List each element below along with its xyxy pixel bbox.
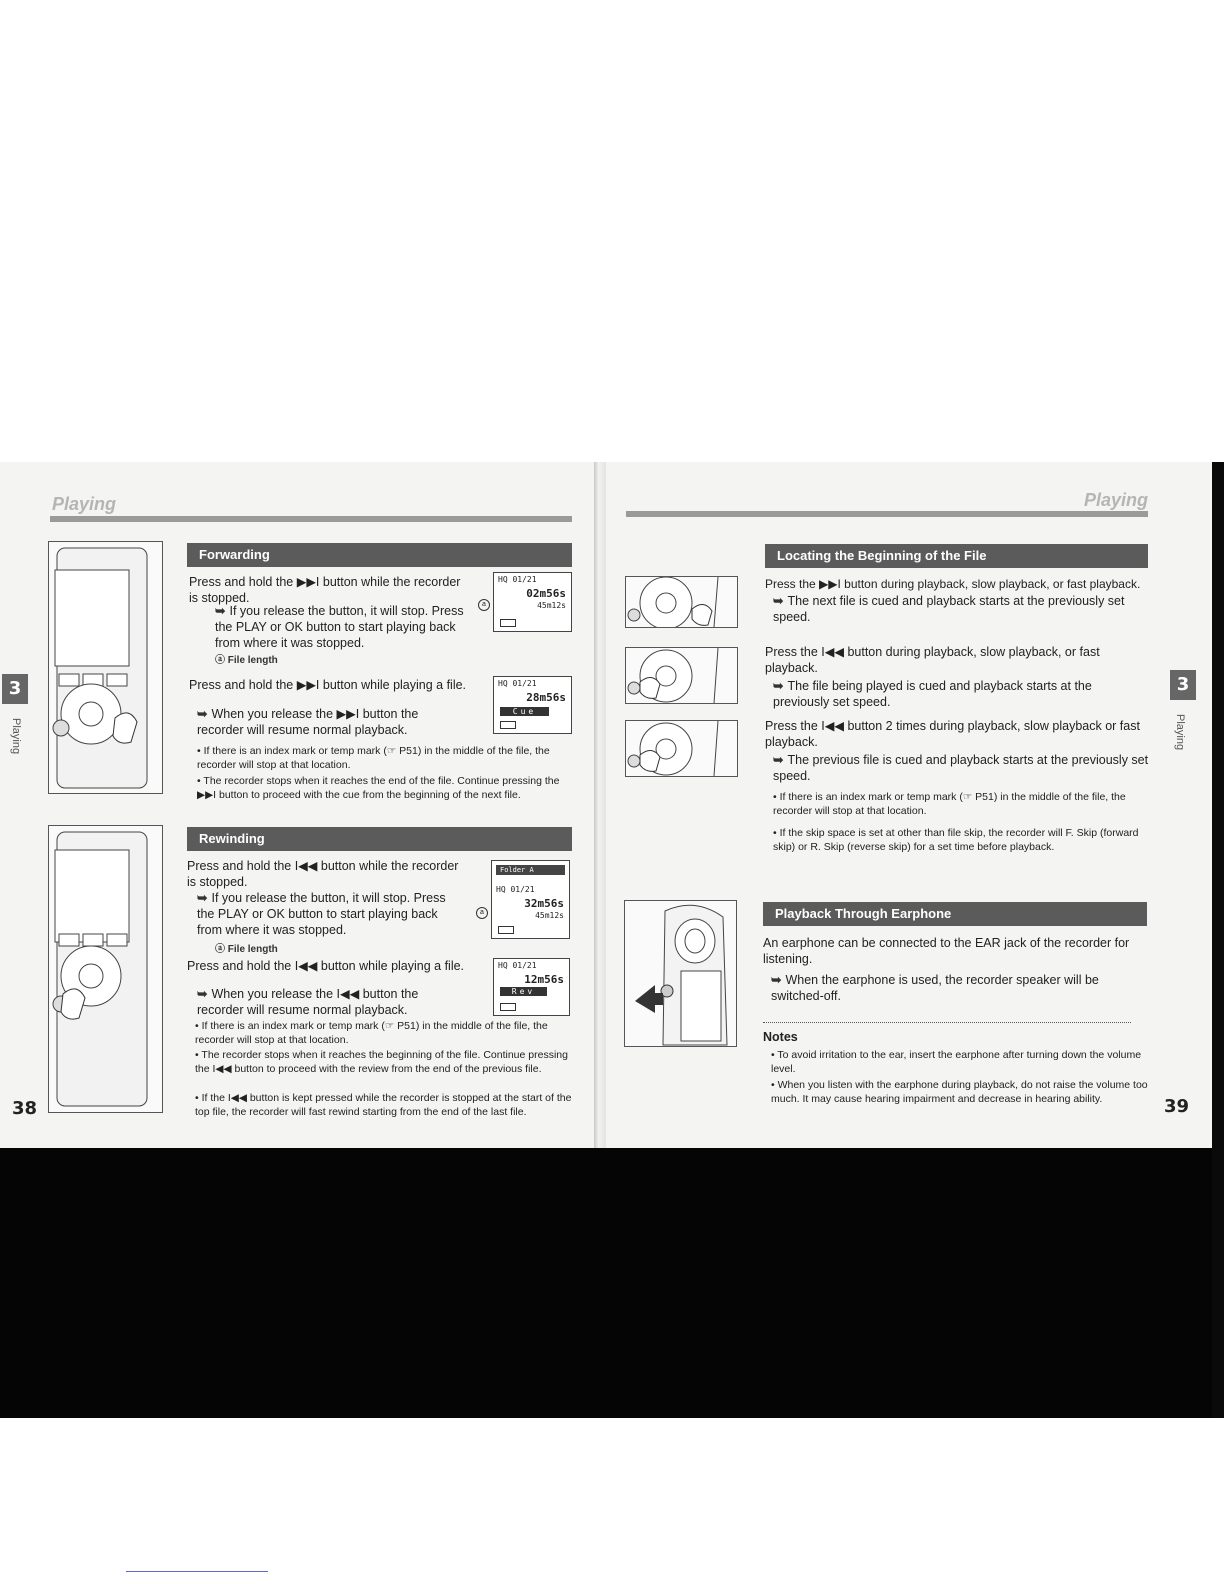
lcd-forward-cue xyxy=(493,676,572,734)
earphone-step1-result: ➥ When the earphone is used, the recorder speaker will be switched-off. xyxy=(771,973,1099,1003)
forwarding-heading: Forwarding xyxy=(187,543,572,567)
notes-heading: Notes xyxy=(763,1030,798,1044)
keypad-illustration-3 xyxy=(625,720,738,777)
result-arrow-icon: ➥ xyxy=(773,753,784,767)
result-arrow-icon: ➥ xyxy=(773,594,784,608)
rewinding-bullet-3: • If the I◀◀ button is kept pressed while the recorder is stopped at the start of the top file, the recorder will fast rewind starting from the end of the last file. xyxy=(195,1092,572,1118)
book-gutter xyxy=(594,462,606,1148)
result-arrow-icon: ➥ xyxy=(197,707,208,721)
lcd-rewind-stopped xyxy=(491,860,570,939)
keypad-drawing-3 xyxy=(626,721,737,776)
result-arrow-icon: ➥ xyxy=(771,973,782,987)
left-running-title: Playing xyxy=(52,494,117,514)
result-arrow-icon: ➥ xyxy=(197,891,208,905)
forwarding-step2-result: ➥ When you release the ▶▶I button the recorder will resume normal playback. xyxy=(197,707,419,737)
left-side-label: Playing xyxy=(10,718,22,755)
lcd-forward-stopped xyxy=(493,572,572,632)
recorder-illustration-rewind xyxy=(48,825,163,1113)
lcd-file-counter: HQ 01/21 xyxy=(496,885,535,894)
rewinding-bullet-2: • The recorder stops when it reaches the beginning of the file. Continue pressing the I◀◀ button to proceed with the review from the end of the previous file. xyxy=(195,1049,568,1075)
forwarding-bullet-2: • The recorder stops when it reaches the end of the file. Continue pressing the ▶▶I button to proceed with the cue from the beginning of the next file. xyxy=(197,775,560,801)
note-2: • When you listen with the earphone during playback, do not raise the volume too much. It may cause hearing impairment and decrease in hearing ability. xyxy=(771,1079,1148,1105)
rewinding-bullet-1: • If there is an index mark or temp mark (☞ P51) in the middle of the file, the recorder will stop at that location. xyxy=(195,1020,548,1046)
result-arrow-icon: ➥ xyxy=(197,987,208,1001)
recorder-illustration-forward xyxy=(48,541,163,794)
right-side-label: Playing xyxy=(1174,714,1186,751)
lcd-mode-rev: Rev xyxy=(500,987,547,996)
lcd-file-length: 45m12s xyxy=(535,911,564,920)
result-arrow-icon: ➥ xyxy=(773,679,784,693)
lcd-file-counter: HQ 01/21 xyxy=(498,679,537,688)
scan-edge xyxy=(1212,462,1224,1418)
forwarding-step1-result: ➥ If you release the button, it will stop. Press the PLAY or OK button to start playing back from where it was stopped. xyxy=(215,604,464,650)
forwarding-bullet-1: • If there is an index mark or temp mark (☞ P51) in the middle of the file, the recorder will stop at that location. xyxy=(197,745,550,771)
scan-background xyxy=(0,1148,1224,1418)
result-arrow-icon: ➥ xyxy=(215,604,226,618)
earphone-step1: An earphone can be connected to the EAR jack of the recorder for listening. xyxy=(763,936,1130,966)
right-header-rule xyxy=(626,511,1148,517)
keypad-illustration-1 xyxy=(625,576,738,628)
locating-step1: Press the ▶▶I button during playback, slow playback, or fast playback. xyxy=(765,577,1141,591)
left-page-number: 38 xyxy=(12,1098,38,1119)
battery-icon xyxy=(500,1003,516,1011)
scan-line xyxy=(126,1571,268,1572)
note-1: • To avoid irritation to the ear, insert the earphone after turning down the volume level. xyxy=(771,1049,1142,1075)
callout-a-marker: a xyxy=(478,599,490,611)
lcd-rewind-rev xyxy=(493,958,570,1016)
rewinding-note-a: ⓐ File length xyxy=(215,944,278,955)
locating-step3: Press the I◀◀ button 2 times during playback, slow playback or fast playback. xyxy=(765,719,1140,749)
forwarding-note-a: ⓐ File length xyxy=(215,655,278,666)
battery-icon xyxy=(500,721,516,729)
right-page-number: 39 xyxy=(1164,1096,1190,1117)
keypad-illustration-2 xyxy=(625,647,738,704)
lcd-mode-cue: Cue xyxy=(500,707,549,716)
right-chapter-tab: 3 xyxy=(1170,670,1196,700)
lcd-file-length: 45m12s xyxy=(537,601,566,610)
lcd-time: 28m56s xyxy=(526,691,566,704)
rewinding-step1: Press and hold the I◀◀ button while the recorder is stopped. xyxy=(187,859,459,889)
locating-step1-result: ➥ The next file is cued and playback starts at the previously set speed. xyxy=(773,594,1125,624)
recorder-forward-drawing xyxy=(49,542,162,793)
keypad-drawing-2 xyxy=(626,648,737,703)
earphone-heading: Playback Through Earphone xyxy=(763,902,1147,926)
battery-icon xyxy=(500,619,516,627)
earphone-jack-drawing xyxy=(625,901,736,1046)
lcd-time: 02m56s xyxy=(526,587,566,600)
rewinding-step2-result: ➥ When you release the I◀◀ button the recorder will resume normal playback. xyxy=(197,987,419,1017)
locating-heading: Locating the Beginning of the File xyxy=(765,544,1148,568)
locating-bullet-1: • If there is an index mark or temp mark (☞ P51) in the middle of the file, the recorder will stop at that location. xyxy=(773,791,1126,817)
forwarding-step2: Press and hold the ▶▶I button while playing a file. xyxy=(189,678,467,692)
lcd-folder-label: Folder A xyxy=(496,865,565,875)
lcd-file-counter: HQ 01/21 xyxy=(498,961,537,970)
lcd-file-counter: HQ 01/21 xyxy=(498,575,537,584)
left-chapter-tab: 3 xyxy=(2,674,28,704)
left-header-rule xyxy=(50,516,572,522)
right-running-title: Playing xyxy=(1084,490,1149,510)
locating-step2: Press the I◀◀ button during playback, slow playback, or fast playback. xyxy=(765,645,1100,675)
rewinding-step1-result: ➥ If you release the button, it will stop. Press the PLAY or OK button to start playing back from where it was stopped. xyxy=(197,891,446,937)
lcd-time: 12m56s xyxy=(524,973,564,986)
earphone-jack-illustration xyxy=(624,900,737,1047)
notes-divider xyxy=(763,1022,1131,1023)
battery-icon xyxy=(498,926,514,934)
forwarding-step1: Press and hold the ▶▶I button while the recorder is stopped. xyxy=(189,575,461,605)
recorder-rewind-drawing xyxy=(49,826,162,1112)
callout-a-marker-2: a xyxy=(476,907,488,919)
locating-step3-result: ➥ The previous file is cued and playback starts at the previously set speed. xyxy=(773,753,1149,783)
locating-bullet-2: • If the skip space is set at other than file skip, the recorder will F. Skip (forward skip) or R. Skip (reverse skip) for a set time before playback. xyxy=(773,827,1139,853)
lcd-time: 32m56s xyxy=(524,897,564,910)
rewinding-step2: Press and hold the I◀◀ button while playing a file. xyxy=(187,959,465,973)
locating-step2-result: ➥ The file being played is cued and playback starts at the previously set speed. xyxy=(773,679,1092,709)
keypad-drawing-1 xyxy=(626,577,737,627)
rewinding-heading: Rewinding xyxy=(187,827,572,851)
